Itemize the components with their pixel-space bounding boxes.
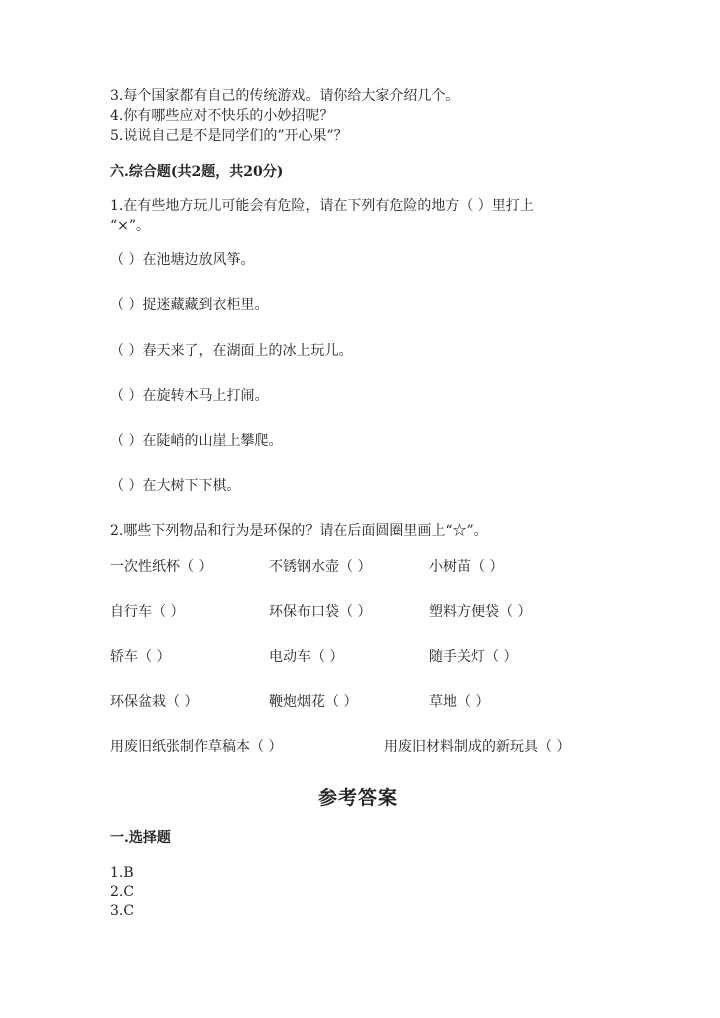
- q2-option: 不锈钢水壶（ ）: [269, 559, 372, 575]
- answer-item: 3.C: [110, 903, 135, 919]
- q2-option: 环保盆栽（ ）: [110, 694, 199, 710]
- q2-option: 小树苗（ ）: [429, 559, 504, 575]
- q2-option: 用废旧纸张制作草稿本（ ）: [110, 739, 283, 755]
- q2-option: 塑料方便袋（ ）: [429, 604, 532, 620]
- answer-item: 1.B: [110, 865, 134, 881]
- q1-prompt-line1: 1.在有些地方玩儿可能会有危险，请在下列有危险的地方（ ）里打上: [110, 198, 534, 214]
- answers-section-heading: 一.选择题: [110, 830, 171, 846]
- q2-option: 用废旧材料制成的新玩具（ ）: [384, 739, 571, 755]
- q2-prompt: 2.哪些下列物品和行为是环保的？请在后面圆圈里画上“☆”。: [110, 523, 488, 539]
- q1-item: （ ）捉迷藏藏到衣柜里。: [110, 297, 269, 313]
- q1-item: （ ）春天来了，在湖面上的冰上玩儿。: [110, 343, 353, 359]
- q2-option: 环保布口袋（ ）: [269, 604, 372, 620]
- q2-option: 轿车（ ）: [110, 649, 171, 665]
- q2-option: 草地（ ）: [429, 694, 490, 710]
- q2-option: 随手关灯（ ）: [429, 649, 518, 665]
- q2-option: 电动车（ ）: [269, 649, 344, 665]
- question-3: 3.每个国家都有自己的传统游戏。请你给大家介绍几个。: [110, 88, 460, 104]
- q1-item: （ ）在池塘边放风筝。: [110, 252, 255, 268]
- q1-item: （ ）在大树下下棋。: [110, 478, 241, 494]
- answer-item: 2.C: [110, 884, 135, 900]
- q2-option: 一次性纸杯（ ）: [110, 559, 213, 575]
- answers-title: 参考答案: [318, 787, 399, 809]
- q1-item: （ ）在旋转木马上打闹。: [110, 388, 269, 404]
- q2-option: 鞭炮烟花（ ）: [269, 694, 358, 710]
- section-6-heading: 六.综合题(共2题，共20分): [110, 164, 284, 180]
- q2-option: 自行车（ ）: [110, 604, 185, 620]
- q1-item: （ ）在陡峭的山崖上攀爬。: [110, 433, 283, 449]
- q1-prompt-line2: “×”。: [110, 218, 151, 234]
- question-5: 5.说说自己是不是同学们的”开心果”？: [110, 128, 348, 144]
- question-4: 4.你有哪些应对不快乐的小妙招呢？: [110, 108, 334, 124]
